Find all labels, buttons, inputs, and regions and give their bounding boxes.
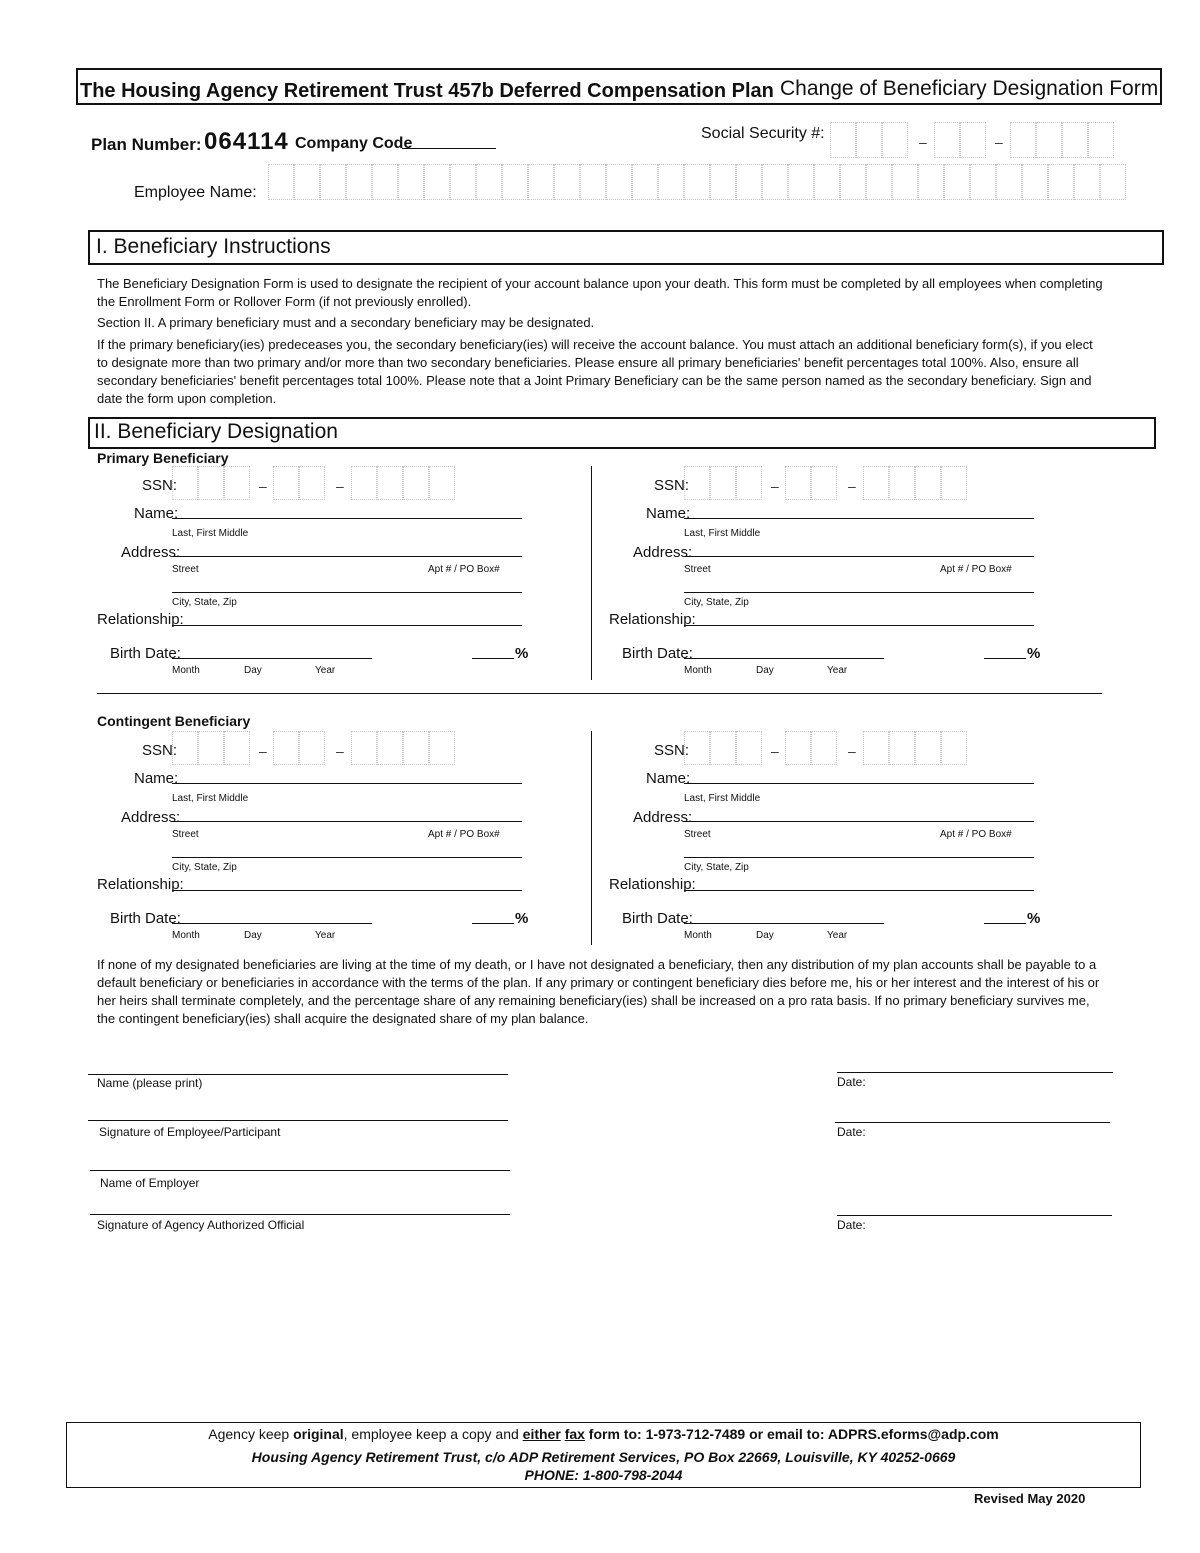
date-line[interactable] — [837, 1215, 1112, 1216]
primary-relationship-label: Relationship: — [609, 611, 696, 628]
contingent-percent-sign: % — [515, 910, 529, 927]
primary-ssn-part3[interactable] — [351, 466, 455, 500]
name-print-line[interactable] — [88, 1074, 508, 1075]
primary-percent-sign: % — [1027, 645, 1041, 662]
primary-relationship-field[interactable] — [684, 610, 1034, 626]
primary-name-hint: Last, First Middle — [172, 528, 249, 539]
primary-apt-hint: Apt # / PO Box# — [940, 564, 1012, 575]
primary-percent-sign: % — [515, 645, 529, 662]
primary-ssn-part2[interactable] — [785, 466, 837, 500]
primary-year-hint: Year — [315, 665, 336, 676]
column-divider — [591, 466, 592, 680]
contingent-name-label: Name: — [134, 770, 179, 787]
contingent-month-hint: Month — [684, 930, 712, 941]
primary-year-hint: Year — [827, 665, 848, 676]
contingent-city-hint: City, State, Zip — [172, 862, 237, 873]
contingent-ssn-part3[interactable] — [863, 731, 967, 765]
contingent-city-hint: City, State, Zip — [684, 862, 749, 873]
contingent-address-label: Address: — [121, 809, 181, 826]
contingent-relationship-field[interactable] — [684, 875, 1034, 891]
primary-ssn-part1[interactable] — [684, 466, 762, 500]
primary-birth-date-label: Birth Date: — [622, 645, 693, 662]
primary-relationship-field[interactable] — [172, 610, 522, 626]
instructions-para2: Section II. A primary beneficiary must and a secondary beneficiary may be designated. — [97, 315, 595, 330]
signature-employee-label: Signature of Employee/Participant — [99, 1125, 281, 1139]
date-line[interactable] — [837, 1072, 1113, 1073]
column-divider — [591, 731, 592, 945]
employer-name-line[interactable] — [90, 1170, 510, 1171]
primary-address-label: Address: — [633, 544, 693, 561]
primary-street-hint: Street — [172, 564, 199, 575]
contingent-ssn-dash: – — [848, 743, 856, 759]
contingent-name-field[interactable] — [172, 768, 522, 784]
primary-birth-date-field[interactable] — [172, 643, 372, 659]
revised-date: Revised May 2020 — [974, 1491, 1086, 1506]
contingent-day-hint: Day — [244, 930, 262, 941]
contingent-street-hint: Street — [172, 829, 199, 840]
primary-birth-date-label: Birth Date: — [110, 645, 181, 662]
primary-ssn-dash: – — [336, 478, 344, 494]
primary-city-hint: City, State, Zip — [172, 597, 237, 608]
contingent-ssn-dash: – — [771, 743, 779, 759]
primary-apt-hint: Apt # / PO Box# — [428, 564, 500, 575]
primary-name-label: Name: — [646, 505, 691, 522]
primary-city-field[interactable] — [684, 577, 1034, 593]
contingent-ssn-label: SSN: — [142, 742, 178, 759]
plan-number-label: Plan Number: — [91, 135, 202, 154]
section-divider — [97, 693, 1102, 694]
contingent-birth-date-label: Birth Date: — [622, 910, 693, 927]
ssn-field-part2[interactable] — [934, 122, 986, 158]
instructions-para3: If the primary beneficiary(ies) predeceases you, the secondary beneficiary(ies) will receive the account balance. You must attach an additional beneficiary form(s), if you elect to designate more than two primary and/or more than two secondary beneficiaries. Please ensure all primary beneficiaries' benefit percentages total 100%. Also, ensure all secondary beneficiaries' benefit percentages total 100%. Please note that a Joint Primary Beneficiary can be the same person named as the secondary beneficiary. Sign and date the form upon completion. — [97, 337, 1093, 406]
date-label: Date: — [837, 1075, 866, 1089]
primary-ssn-label: SSN: — [654, 477, 690, 494]
primary-street-hint: Street — [684, 564, 711, 575]
primary-city-field[interactable] — [172, 577, 522, 593]
footer-address: Housing Agency Retirement Trust, c/o ADP Retirement Services, PO Box 22669, Louisville, KY 40252-0669 — [251, 1449, 956, 1465]
contingent-name-field[interactable] — [684, 768, 1034, 784]
contingent-city-field[interactable] — [172, 842, 522, 858]
primary-ssn-part3[interactable] — [863, 466, 967, 500]
form-name: Change of Beneficiary Designation Form — [780, 77, 1159, 100]
contingent-percent-field[interactable] — [984, 908, 1026, 924]
section2-title: II. Beneficiary Designation — [94, 420, 338, 443]
primary-name-hint: Last, First Middle — [684, 528, 761, 539]
primary-name-field[interactable] — [172, 503, 522, 519]
date-label: Date: — [837, 1125, 866, 1139]
contingent-ssn-part3[interactable] — [351, 731, 455, 765]
contingent-percent-sign: % — [1027, 910, 1041, 927]
contingent-street-field[interactable] — [684, 806, 1034, 822]
contingent-percent-field[interactable] — [472, 908, 514, 924]
contingent-relationship-label: Relationship: — [97, 876, 184, 893]
contingent-birth-date-field[interactable] — [684, 908, 884, 924]
date-line[interactable] — [835, 1122, 1110, 1123]
primary-birth-date-field[interactable] — [684, 643, 884, 659]
primary-city-hint: City, State, Zip — [684, 597, 749, 608]
ssn-dash: – — [919, 134, 927, 150]
plan-number: 064114 — [204, 128, 289, 155]
contingent-ssn-part1[interactable] — [172, 731, 250, 765]
primary-ssn-part2[interactable] — [273, 466, 325, 500]
contingent-year-hint: Year — [315, 930, 336, 941]
contingent-name-hint: Last, First Middle — [684, 793, 761, 804]
primary-name-label: Name: — [134, 505, 179, 522]
footer-phone: PHONE: 1-800-798-2044 — [524, 1467, 683, 1483]
contingent-year-hint: Year — [827, 930, 848, 941]
primary-ssn-dash: – — [848, 478, 856, 494]
contingent-street-hint: Street — [684, 829, 711, 840]
signature-official-line[interactable] — [90, 1214, 510, 1215]
contingent-ssn-part2[interactable] — [273, 731, 325, 765]
primary-name-field[interactable] — [684, 503, 1034, 519]
primary-ssn-dash: – — [771, 478, 779, 494]
primary-beneficiary-label: Primary Beneficiary — [97, 450, 229, 466]
signature-official-label: Signature of Agency Authorized Official — [97, 1218, 305, 1232]
primary-month-hint: Month — [684, 665, 712, 676]
primary-street-field[interactable] — [172, 541, 522, 557]
contingent-ssn-part1[interactable] — [684, 731, 762, 765]
default-beneficiary-text: If none of my designated beneficiaries are living at the time of my death, or I have not designated a beneficiary, then any distribution of my plan accounts shall be payable to a default beneficiary or beneficiaries in accordance with the terms of the plan. If any primary or contingent beneficiary dies before me, his or her interest and the interest of his or her heirs shall terminate completely, and the percentage share of any remaining beneficiary(ies) shall be increased on a pro rata basis. If no primary beneficiary survives me, the contingent beneficiary(ies) shall acquire the designated share of my plan balance. — [97, 957, 1100, 1026]
employee-name-label: Employee Name: — [134, 184, 257, 201]
primary-ssn-label: SSN: — [142, 477, 178, 494]
contingent-ssn-part2[interactable] — [785, 731, 837, 765]
contingent-birth-date-field[interactable] — [172, 908, 372, 924]
primary-day-hint: Day — [244, 665, 262, 676]
primary-street-field[interactable] — [684, 541, 1034, 557]
primary-ssn-part1[interactable] — [172, 466, 250, 500]
ssn-label: Social Security #: — [701, 125, 825, 142]
contingent-relationship-field[interactable] — [172, 875, 522, 891]
contingent-apt-hint: Apt # / PO Box# — [940, 829, 1012, 840]
ssn-field-part3[interactable] — [1010, 122, 1114, 158]
date-label: Date: — [837, 1218, 866, 1232]
ssn-field-part1[interactable] — [830, 122, 908, 158]
contingent-name-label: Name: — [646, 770, 691, 787]
primary-percent-field[interactable] — [472, 643, 514, 659]
contingent-month-hint: Month — [172, 930, 200, 941]
primary-percent-field[interactable] — [984, 643, 1026, 659]
company-code-field[interactable] — [402, 148, 496, 149]
signature-employee-line[interactable] — [88, 1120, 508, 1121]
contingent-name-hint: Last, First Middle — [172, 793, 249, 804]
contingent-street-field[interactable] — [172, 806, 522, 822]
contingent-ssn-dash: – — [259, 743, 267, 759]
contingent-ssn-label: SSN: — [654, 742, 690, 759]
name-print-label: Name (please print) — [97, 1076, 203, 1090]
primary-address-label: Address: — [121, 544, 181, 561]
employer-name-label: Name of Employer — [100, 1176, 200, 1190]
primary-day-hint: Day — [756, 665, 774, 676]
contingent-city-field[interactable] — [684, 842, 1034, 858]
company-code-label: Company Code — [295, 135, 413, 152]
contingent-apt-hint: Apt # / PO Box# — [428, 829, 500, 840]
primary-relationship-label: Relationship: — [97, 611, 184, 628]
employee-name-field[interactable] — [268, 164, 1126, 200]
contingent-relationship-label: Relationship: — [609, 876, 696, 893]
primary-ssn-dash: – — [259, 478, 267, 494]
contingent-birth-date-label: Birth Date: — [110, 910, 181, 927]
footer-instructions: Agency keep original, employee keep a copy and either fax form to: 1-973-712-7489 or email to: ADPRS.eforms@adp.com — [208, 1426, 999, 1442]
contingent-beneficiary-label: Contingent Beneficiary — [97, 713, 251, 729]
contingent-address-label: Address: — [633, 809, 693, 826]
primary-month-hint: Month — [172, 665, 200, 676]
contingent-ssn-dash: – — [336, 743, 344, 759]
instructions-para1: The Beneficiary Designation Form is used to designate the recipient of your account balance upon your death. This form must be completed by all employees when completing the Enrollment Form or Rollover Form (if not previously enrolled). — [97, 276, 1103, 309]
contingent-day-hint: Day — [756, 930, 774, 941]
section1-title: I. Beneficiary Instructions — [96, 235, 331, 258]
ssn-dash: – — [995, 134, 1003, 150]
form-title: The Housing Agency Retirement Trust 457b Deferred Compensation Plan — [80, 80, 774, 102]
